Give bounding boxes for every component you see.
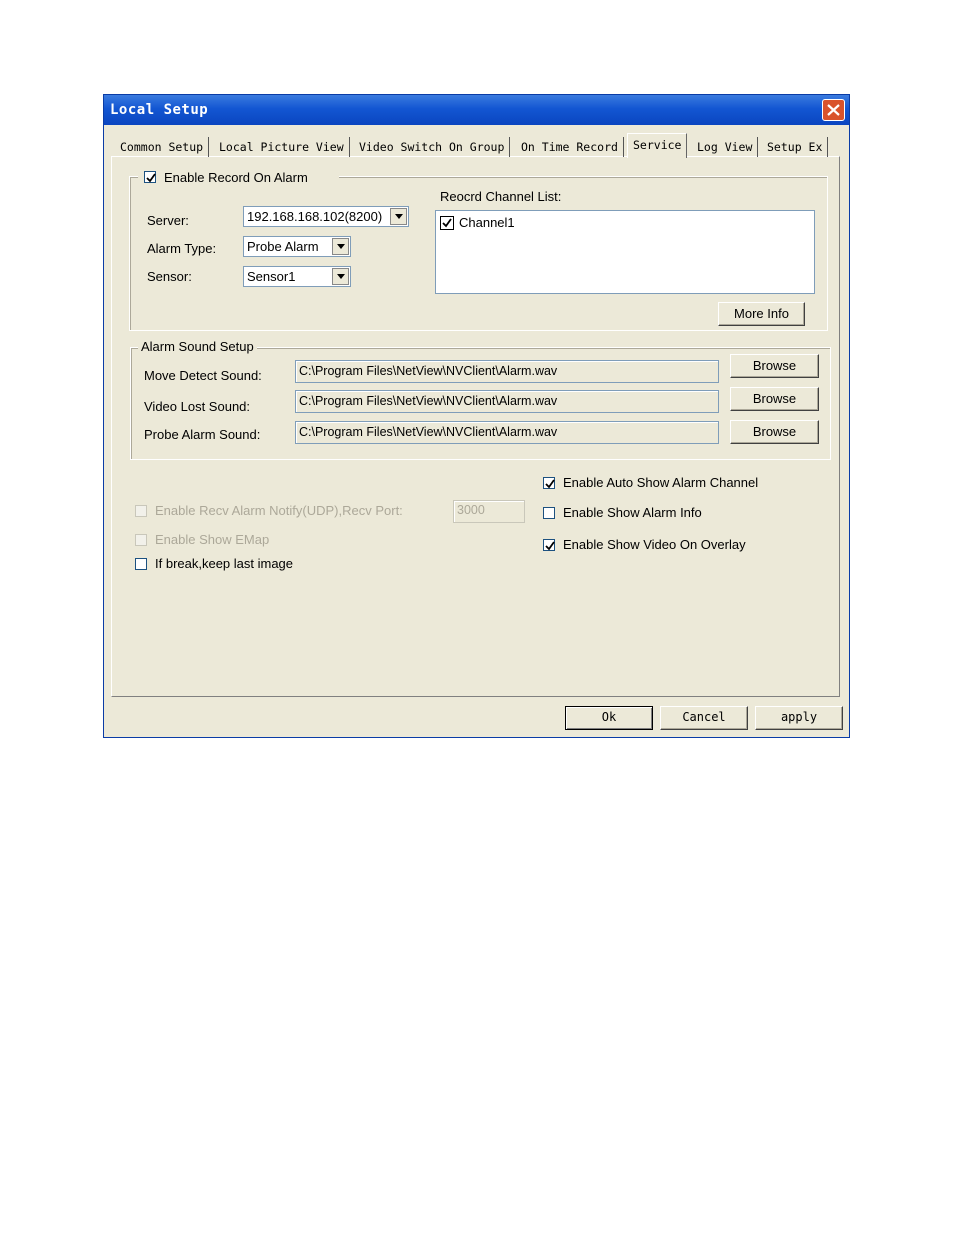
show-video-on-overlay-checkbox[interactable]	[543, 539, 555, 551]
check-mark-icon	[146, 173, 156, 183]
local-setup-dialog	[103, 94, 850, 738]
enable-record-on-alarm-checkbox[interactable]	[144, 171, 156, 183]
sensor-select[interactable]	[243, 266, 351, 287]
auto-show-alarm-channel-label: Enable Auto Show Alarm Channel	[563, 475, 759, 490]
probe-alarm-browse-button[interactable]: Browse	[730, 420, 819, 444]
chevron-down-icon	[395, 214, 403, 219]
video-lost-sound-path[interactable]	[295, 390, 719, 413]
enable-show-emap-checkbox[interactable]	[135, 534, 147, 546]
cancel-button[interactable]: Cancel	[660, 706, 748, 730]
alarm-type-value: Probe Alarm	[247, 239, 319, 254]
video-lost-sound-value: C:\Program Files\NetView\NVClient\Alarm.wav	[299, 394, 558, 408]
alarm-type-dropdown-button[interactable]	[332, 238, 349, 255]
channel1-label: Channel1	[459, 215, 515, 230]
video-lost-sound-label: Video Lost Sound:	[144, 399, 251, 414]
more-info-button[interactable]: More Info	[718, 302, 805, 326]
enable-show-emap-label: Enable Show EMap	[155, 532, 270, 547]
title-bar[interactable]	[104, 95, 849, 125]
probe-alarm-sound-path[interactable]	[295, 421, 719, 444]
tab-log-view[interactable]: Log View	[692, 137, 758, 157]
show-alarm-info-label: Enable Show Alarm Info	[563, 505, 702, 520]
tab-local-picture-view[interactable]: Local Picture View	[214, 137, 350, 157]
server-value: 192.168.168.102(8200)	[247, 209, 383, 224]
enable-recv-alarm-label: Enable Recv Alarm Notify(UDP),Recv Port:	[155, 503, 403, 518]
server-label: Server:	[147, 213, 189, 228]
sensor-value: Sensor1	[247, 269, 296, 284]
move-detect-sound-value: C:\Program Files\NetView\NVClient\Alarm.wav	[299, 364, 558, 378]
auto-show-alarm-channel-checkbox[interactable]	[543, 477, 555, 489]
probe-alarm-sound-value: C:\Program Files\NetView\NVClient\Alarm.wav	[299, 425, 558, 439]
ok-button[interactable]: Ok	[565, 706, 653, 730]
alarm-sound-setup-legend: Alarm Sound Setup	[138, 339, 257, 354]
window-title: Local Setup	[110, 102, 209, 118]
tab-on-time-record[interactable]: On Time Record	[516, 137, 624, 157]
channel1-checkbox[interactable]	[440, 216, 454, 230]
move-detect-sound-label: Move Detect Sound:	[144, 368, 262, 383]
check-mark-icon	[545, 541, 555, 551]
tab-common-setup[interactable]: Common Setup	[115, 137, 209, 157]
alarm-type-select[interactable]	[243, 236, 351, 257]
move-detect-sound-path[interactable]	[295, 360, 719, 383]
probe-alarm-sound-label: Probe Alarm Sound:	[144, 427, 261, 442]
check-mark-icon	[442, 218, 452, 228]
move-detect-browse-button[interactable]: Browse	[730, 354, 819, 378]
apply-button[interactable]: apply	[755, 706, 843, 730]
close-icon	[827, 104, 840, 116]
enable-recv-alarm-checkbox[interactable]	[135, 505, 147, 517]
record-channel-list-label: Reocrd Channel List:	[440, 189, 562, 204]
show-alarm-info-checkbox[interactable]	[543, 507, 555, 519]
list-item[interactable]	[440, 215, 560, 231]
tab-setup-ex[interactable]: Setup Ex	[762, 137, 828, 157]
keep-last-image-checkbox[interactable]	[135, 558, 147, 570]
server-select[interactable]	[243, 206, 409, 227]
record-group-legend	[138, 169, 339, 186]
recv-port-input[interactable]	[453, 500, 525, 523]
enable-record-on-alarm-label: Enable Record On Alarm	[164, 170, 308, 185]
video-lost-browse-button[interactable]: Browse	[730, 387, 819, 411]
show-video-on-overlay-label: Enable Show Video On Overlay	[563, 537, 746, 552]
keep-last-image-label: If break,keep last image	[155, 556, 294, 571]
chevron-down-icon	[337, 274, 345, 279]
chevron-down-icon	[337, 244, 345, 249]
tab-service[interactable]: Service	[627, 133, 687, 158]
alarm-type-label: Alarm Type:	[147, 241, 217, 256]
check-mark-icon	[545, 479, 555, 489]
close-button[interactable]	[822, 99, 845, 121]
record-channel-list[interactable]	[435, 210, 815, 294]
tab-video-switch-on-group[interactable]: Video Switch On Group	[354, 137, 510, 157]
recv-port-value: 3000	[457, 503, 485, 517]
sensor-label: Sensor:	[147, 269, 192, 284]
sensor-dropdown-button[interactable]	[332, 268, 349, 285]
server-dropdown-button[interactable]	[390, 208, 407, 225]
